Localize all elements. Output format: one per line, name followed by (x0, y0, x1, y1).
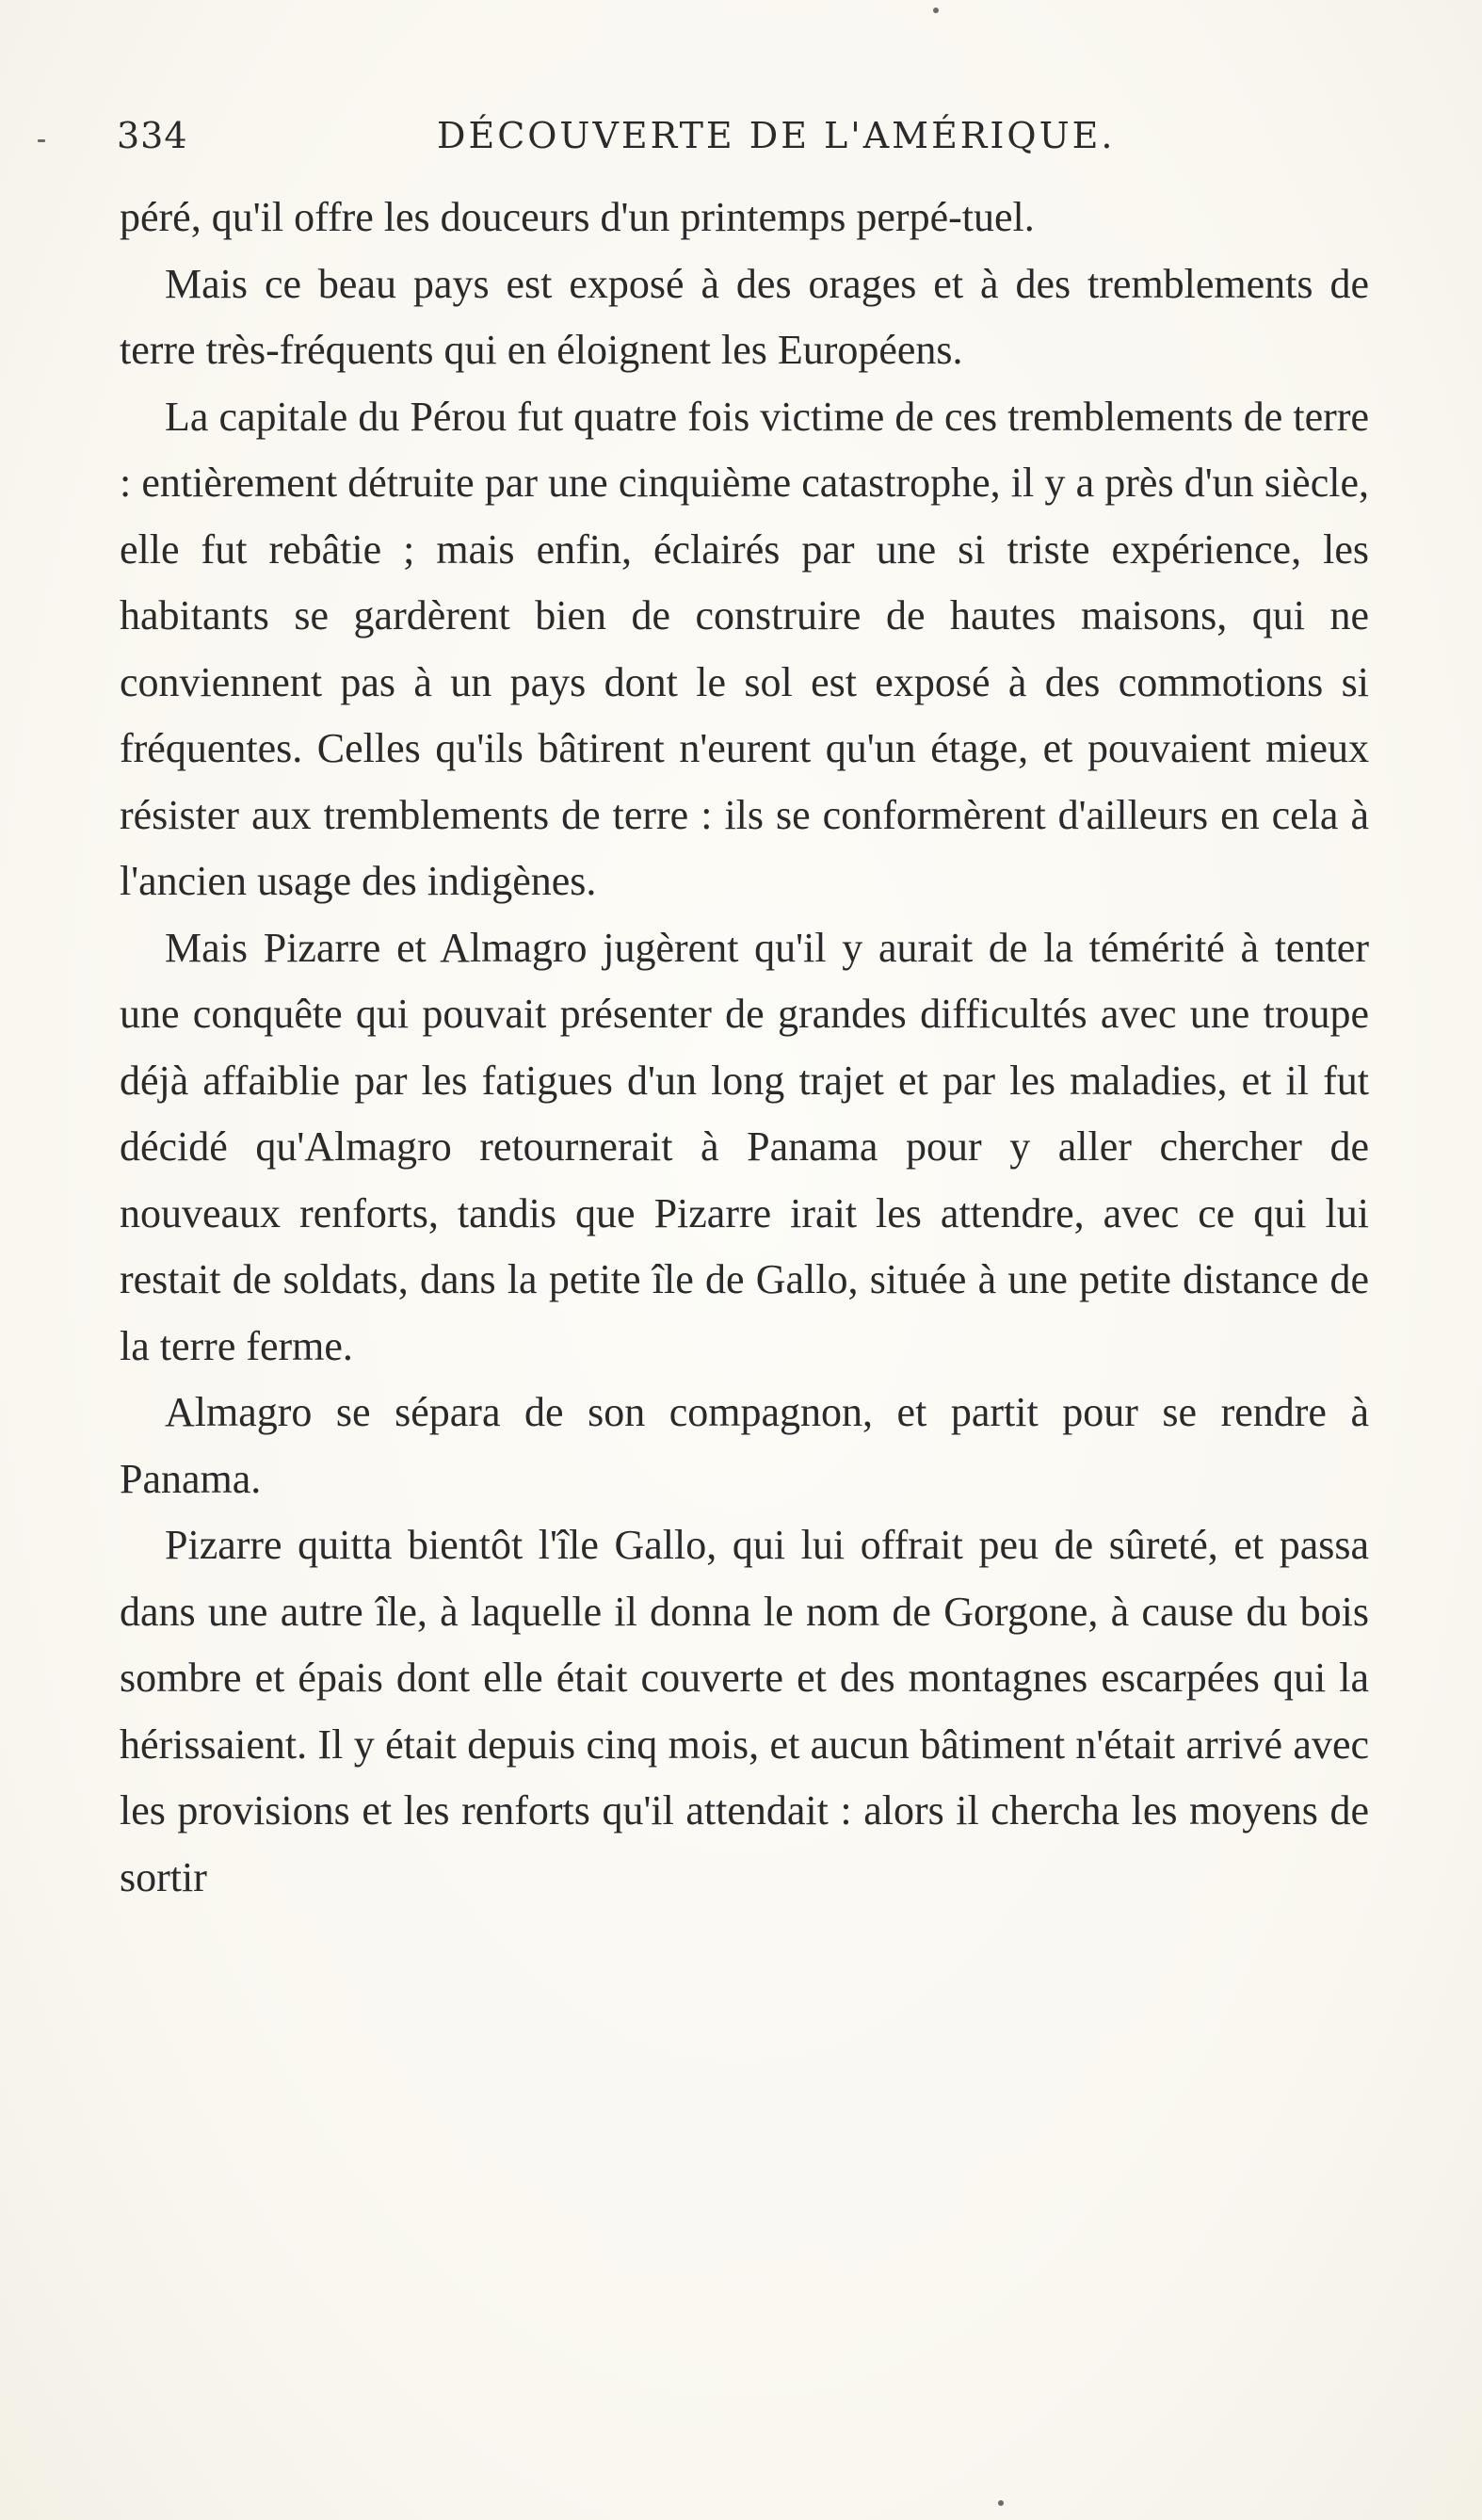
page-number: 334 (117, 115, 188, 156)
paragraph-6: Pizarre quitta bientôt l'île Gallo, qui lui offrait peu de sûreté, et passa dans une autre île, à laquelle il donna le nom de Gorgone, à cause du bois sombre et épais dont elle était couverte et des montagnes escarpées qui la hérissaient. Il y était depuis cinq mois, et aucun bâtiment n'était arrivé avec les provisions et les renforts qu'il attendait : alors il chercha les moyens de sortir (120, 1522, 1369, 1900)
paragraph-1: péré, qu'il offre les douceurs d'un printemps perpé-tuel. (120, 194, 1035, 240)
running-title: DÉCOUVERTE DE L'AMÉRIQUE. (437, 115, 1116, 156)
page-header (117, 115, 1369, 171)
paragraph-5: Almagro se sépara de son compagnon, et partit pour se rendre à Panama. (120, 1389, 1369, 1502)
ink-speck-margin (38, 139, 45, 142)
body-text (120, 185, 1369, 1911)
paragraph-4: Mais Pizarre et Almagro jugèrent qu'il y aurait de la témérité à tenter une conquête qui pouvait présenter de grandes difficultés avec une troupe déjà affaiblie par les fatigues d'un long trajet et par les maladies, et il fut décidé qu'Almagro retournerait à Panama pour y aller chercher de nouveaux renforts, tandis que Pizarre irait les attendre, avec ce qui lui restait de soldats, dans la petite île de Gallo, située à une petite distance de la terre ferme. (120, 924, 1369, 1369)
ink-speck-top (933, 8, 939, 13)
ink-speck-bottom (998, 2500, 1004, 2506)
paragraph-3: La capitale du Pérou fut quatre fois victime de ces tremblements de terre : entièrement détruite par une cinquième catastrophe, il y a près d'un siècle, elle fut rebâtie ; mais enfin, éclairés par une si triste expérience, les habitants se gardèrent bien de construire de hautes maisons, qui ne conviennent pas à un pays dont le sol est exposé à des commotions si fréquentes. Celles qu'ils bâtirent n'eurent qu'un étage, et pouvaient mieux résister aux tremblements de terre : ils se conformèrent d'ailleurs en cela à l'ancien usage des indigènes. (120, 393, 1369, 904)
paragraph-2: Mais ce beau pays est exposé à des orages et à des tremblements de terre très-fréquents qui en éloignent les Européens. (120, 260, 1369, 373)
